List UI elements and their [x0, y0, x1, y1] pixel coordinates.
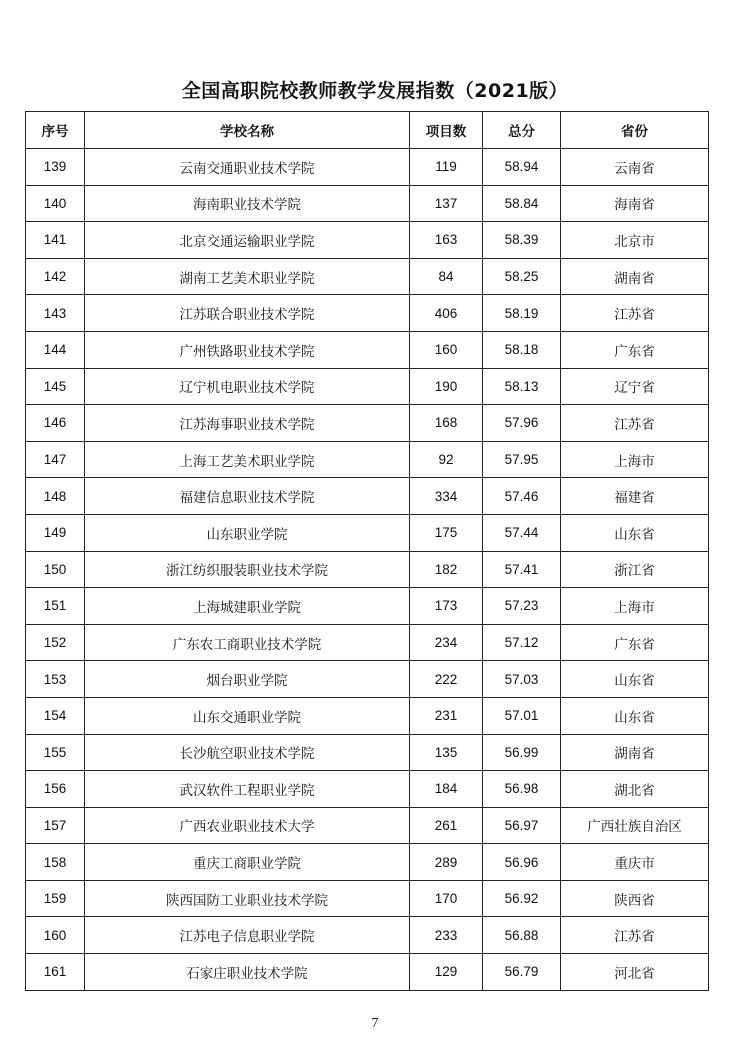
cell-project-count: 406 [410, 295, 483, 332]
cell-total-score: 58.13 [483, 368, 561, 405]
cell-project-count: 173 [410, 588, 483, 625]
cell-project-count: 190 [410, 368, 483, 405]
cell-project-count: 184 [410, 771, 483, 808]
cell-total-score: 56.97 [483, 807, 561, 844]
cell-province: 山东省 [561, 697, 709, 734]
cell-total-score: 56.99 [483, 734, 561, 771]
cell-project-count: 163 [410, 222, 483, 259]
cell-project-count: 234 [410, 624, 483, 661]
cell-province: 重庆市 [561, 844, 709, 881]
cell-province: 广东省 [561, 331, 709, 368]
cell-project-count: 289 [410, 844, 483, 881]
cell-province: 江苏省 [561, 917, 709, 954]
table-header-row [26, 112, 709, 149]
table-row [26, 551, 709, 588]
cell-province: 广东省 [561, 624, 709, 661]
table-row [26, 954, 709, 991]
cell-project-count: 261 [410, 807, 483, 844]
cell-school-name: 重庆工商职业学院 [85, 844, 410, 881]
cell-total-score: 57.03 [483, 661, 561, 698]
cell-total-score: 57.01 [483, 697, 561, 734]
table-row [26, 478, 709, 515]
cell-province: 河北省 [561, 954, 709, 991]
cell-school-name: 湖南工艺美术职业学院 [85, 258, 410, 295]
cell-project-count: 182 [410, 551, 483, 588]
cell-rank: 146 [26, 405, 85, 442]
cell-rank: 155 [26, 734, 85, 771]
cell-total-score: 58.19 [483, 295, 561, 332]
cell-rank: 148 [26, 478, 85, 515]
cell-project-count: 129 [410, 954, 483, 991]
cell-school-name: 云南交通职业技术学院 [85, 149, 410, 186]
table-row [26, 222, 709, 259]
table-row [26, 441, 709, 478]
cell-total-score: 56.96 [483, 844, 561, 881]
header-school: 学校名称 [85, 112, 410, 149]
table-row [26, 149, 709, 186]
document-title: 全国高职院校教师教学发展指数（2021版） [181, 80, 569, 102]
cell-rank: 158 [26, 844, 85, 881]
cell-total-score: 58.39 [483, 222, 561, 259]
cell-province: 广西壮族自治区 [561, 807, 709, 844]
table-row [26, 368, 709, 405]
cell-rank: 141 [26, 222, 85, 259]
ranking-table [25, 111, 709, 991]
cell-rank: 153 [26, 661, 85, 698]
cell-rank: 143 [26, 295, 85, 332]
table-body [26, 149, 709, 991]
table-row [26, 771, 709, 808]
cell-rank: 140 [26, 185, 85, 222]
cell-province: 湖南省 [561, 734, 709, 771]
table-row [26, 807, 709, 844]
cell-rank: 139 [26, 149, 85, 186]
header-score: 总分 [483, 112, 561, 149]
cell-project-count: 175 [410, 514, 483, 551]
table-row [26, 624, 709, 661]
table-row [26, 917, 709, 954]
cell-school-name: 陕西国防工业职业技术学院 [85, 880, 410, 917]
cell-province: 江苏省 [561, 295, 709, 332]
cell-rank: 151 [26, 588, 85, 625]
cell-rank: 154 [26, 697, 85, 734]
cell-total-score: 57.95 [483, 441, 561, 478]
cell-total-score: 56.88 [483, 917, 561, 954]
cell-total-score: 56.79 [483, 954, 561, 991]
cell-school-name: 石家庄职业技术学院 [85, 954, 410, 991]
cell-school-name: 辽宁机电职业技术学院 [85, 368, 410, 405]
cell-project-count: 222 [410, 661, 483, 698]
table-row [26, 661, 709, 698]
cell-project-count: 135 [410, 734, 483, 771]
cell-school-name: 广西农业职业技术大学 [85, 807, 410, 844]
cell-project-count: 170 [410, 880, 483, 917]
cell-school-name: 山东职业学院 [85, 514, 410, 551]
table-row [26, 258, 709, 295]
table-row [26, 405, 709, 442]
table-row [26, 588, 709, 625]
cell-province: 海南省 [561, 185, 709, 222]
cell-project-count: 119 [410, 149, 483, 186]
cell-school-name: 长沙航空职业技术学院 [85, 734, 410, 771]
cell-province: 湖南省 [561, 258, 709, 295]
cell-project-count: 84 [410, 258, 483, 295]
cell-province: 浙江省 [561, 551, 709, 588]
cell-total-score: 57.46 [483, 478, 561, 515]
cell-school-name: 广州铁路职业技术学院 [85, 331, 410, 368]
cell-school-name: 广东农工商职业技术学院 [85, 624, 410, 661]
cell-project-count: 233 [410, 917, 483, 954]
cell-total-score: 56.98 [483, 771, 561, 808]
cell-rank: 152 [26, 624, 85, 661]
table-row [26, 697, 709, 734]
cell-total-score: 57.12 [483, 624, 561, 661]
cell-school-name: 海南职业技术学院 [85, 185, 410, 222]
cell-project-count: 231 [410, 697, 483, 734]
cell-school-name: 江苏海事职业技术学院 [85, 405, 410, 442]
cell-province: 江苏省 [561, 405, 709, 442]
cell-school-name: 山东交通职业学院 [85, 697, 410, 734]
cell-school-name: 武汉软件工程职业学院 [85, 771, 410, 808]
cell-rank: 157 [26, 807, 85, 844]
cell-province: 北京市 [561, 222, 709, 259]
header-province: 省份 [561, 112, 709, 149]
cell-rank: 156 [26, 771, 85, 808]
cell-total-score: 58.84 [483, 185, 561, 222]
cell-total-score: 57.23 [483, 588, 561, 625]
cell-rank: 147 [26, 441, 85, 478]
cell-rank: 142 [26, 258, 85, 295]
cell-rank: 144 [26, 331, 85, 368]
cell-province: 辽宁省 [561, 368, 709, 405]
cell-project-count: 160 [410, 331, 483, 368]
cell-project-count: 137 [410, 185, 483, 222]
table-row [26, 514, 709, 551]
cell-school-name: 北京交通运输职业学院 [85, 222, 410, 259]
header-rank: 序号 [26, 112, 85, 149]
cell-school-name: 烟台职业学院 [85, 661, 410, 698]
cell-total-score: 58.94 [483, 149, 561, 186]
table-row [26, 331, 709, 368]
cell-total-score: 57.44 [483, 514, 561, 551]
cell-project-count: 92 [410, 441, 483, 478]
cell-total-score: 56.92 [483, 880, 561, 917]
cell-school-name: 上海城建职业学院 [85, 588, 410, 625]
cell-project-count: 334 [410, 478, 483, 515]
table-row [26, 734, 709, 771]
cell-project-count: 168 [410, 405, 483, 442]
cell-total-score: 58.18 [483, 331, 561, 368]
cell-total-score: 57.96 [483, 405, 561, 442]
cell-rank: 145 [26, 368, 85, 405]
cell-school-name: 浙江纺织服装职业技术学院 [85, 551, 410, 588]
cell-province: 山东省 [561, 514, 709, 551]
cell-total-score: 57.41 [483, 551, 561, 588]
page-number: 7 [371, 1016, 379, 1031]
header-projects: 项目数 [410, 112, 483, 149]
cell-province: 湖北省 [561, 771, 709, 808]
table-row [26, 844, 709, 881]
table-row [26, 185, 709, 222]
table-row [26, 295, 709, 332]
cell-school-name: 江苏电子信息职业学院 [85, 917, 410, 954]
table-row [26, 880, 709, 917]
cell-school-name: 江苏联合职业技术学院 [85, 295, 410, 332]
cell-province: 云南省 [561, 149, 709, 186]
cell-province: 上海市 [561, 588, 709, 625]
cell-rank: 161 [26, 954, 85, 991]
cell-rank: 160 [26, 917, 85, 954]
cell-province: 陕西省 [561, 880, 709, 917]
cell-rank: 150 [26, 551, 85, 588]
cell-province: 上海市 [561, 441, 709, 478]
cell-rank: 149 [26, 514, 85, 551]
cell-rank: 159 [26, 880, 85, 917]
cell-school-name: 上海工艺美术职业学院 [85, 441, 410, 478]
cell-province: 山东省 [561, 661, 709, 698]
cell-total-score: 58.25 [483, 258, 561, 295]
cell-province: 福建省 [561, 478, 709, 515]
cell-school-name: 福建信息职业技术学院 [85, 478, 410, 515]
